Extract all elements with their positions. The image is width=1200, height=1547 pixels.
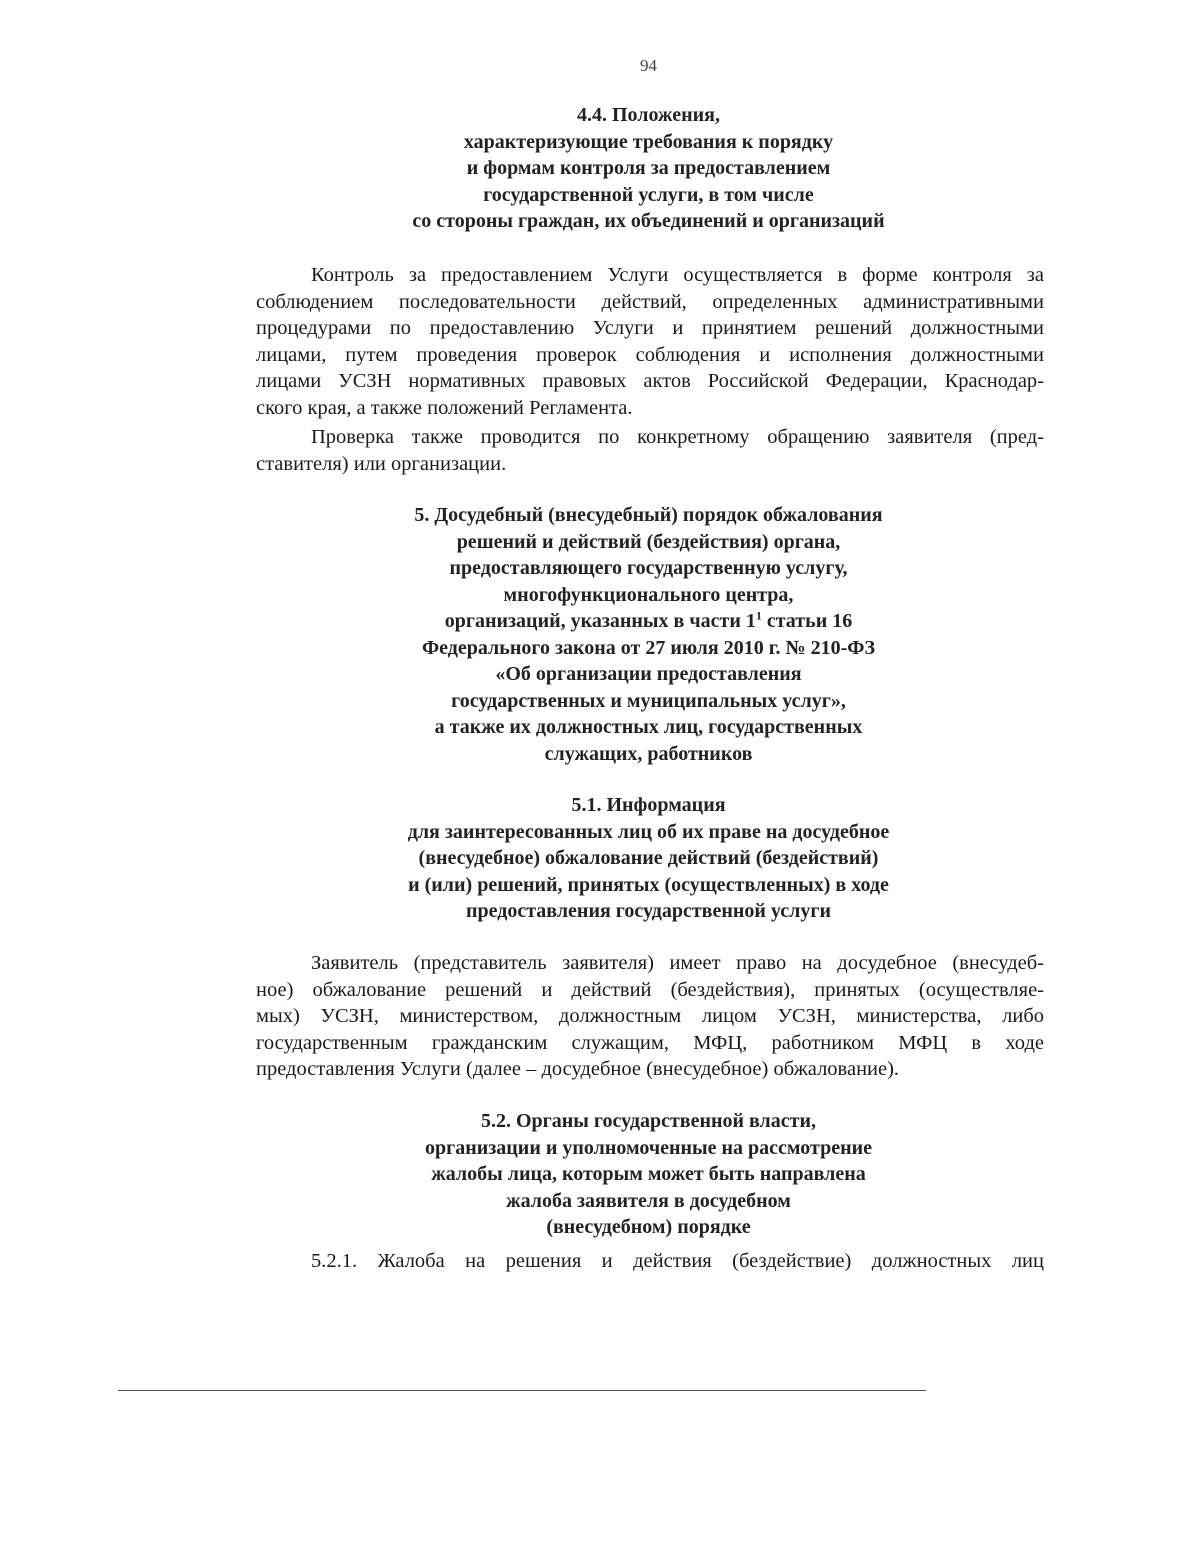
superscript: 1 xyxy=(755,608,762,623)
heading-line: 5. Досудебный (внесудебный) порядок обжалования xyxy=(414,504,883,526)
section-5-2-paragraph xyxy=(256,1248,1044,1275)
section-4-4-paragraph-2 xyxy=(256,424,1044,477)
heading-line: 4.4. Положения, xyxy=(577,104,720,126)
section-5-heading xyxy=(0,502,1200,767)
heading-line: организации и уполномоченные на рассмотрение xyxy=(424,1136,873,1159)
heading-line: многофункционального центра, xyxy=(503,583,794,606)
text-line: предоставления Услуги (далее – досудебное (внесудебное) обжалование). xyxy=(256,1058,900,1080)
heading-line: предоставления государственной услуги xyxy=(465,900,832,922)
heading-line: Федерального закона от 27 июля 2010 г. № 210-ФЗ xyxy=(421,636,876,659)
heading-line: и (или) решений, принятых (осуществленных) в ходе xyxy=(408,873,889,896)
heading-line: со стороны граждан, их объединений и организаций xyxy=(412,210,885,232)
text-line: ное) обжалование решений и действий (бездействия), принятых (осуществляе- xyxy=(256,978,1044,1001)
page-number: 94 xyxy=(640,56,657,75)
text-line: лицами, путем проведения проверок соблюдения и исполнения должностными xyxy=(256,343,1044,366)
heading-line-part: статьи 16 xyxy=(761,610,853,632)
text-line: ского края, а также положений Регламента. xyxy=(256,396,633,419)
heading-line: государственной услуги, в том числе xyxy=(483,183,814,206)
heading-line: «Об организации предоставления xyxy=(495,663,802,685)
section-4-4-heading xyxy=(0,102,1200,235)
heading-line-part: организаций, указанных в части 1 xyxy=(444,610,756,632)
heading-line: 5.2. Органы государственной власти, xyxy=(480,1110,816,1132)
text-line: государственным гражданским служащим, МФЦ, работником МФЦ в ходе xyxy=(256,1031,1044,1054)
text-line: процедурами по предоставлению Услуги и принятием решений должностными xyxy=(256,317,1044,339)
heading-line: жалобы лица, которым может быть направлена xyxy=(431,1163,866,1185)
heading-line xyxy=(0,608,1200,635)
text-line: Проверка также проводится по конкретному обращению заявителя (пред- xyxy=(311,426,1044,448)
heading-line: 5.1. Информация xyxy=(571,794,726,816)
heading-line: служащих, работников xyxy=(544,742,753,765)
heading-line: (внесудебное) обжалование действий (бездействий) xyxy=(418,847,879,869)
text-line: ставителя) или организации. xyxy=(256,452,507,475)
heading-line: и формам контроля за предоставлением xyxy=(466,157,831,179)
heading-line: жалоба заявителя в досудебном xyxy=(506,1189,791,1212)
section-5-2-heading xyxy=(0,1108,1200,1241)
text-line: мых) УСЗН, министерством, должностным лицом УСЗН, министерства, либо xyxy=(256,1005,1044,1027)
heading-line: (внесудебном) порядке xyxy=(546,1216,751,1238)
text-line: Контроль за предоставлением Услуги осуществляется в форме контроля за xyxy=(311,264,1044,286)
text-line: Заявитель (представитель заявителя) имеет право на досудебное (внесудеб- xyxy=(311,952,1044,974)
section-4-4-paragraph-1 xyxy=(256,262,1044,421)
heading-line: предоставляющего государственную услугу, xyxy=(449,557,848,579)
section-5-1-heading xyxy=(0,792,1200,925)
text-line: лицами УСЗН нормативных правовых актов Российской Федерации, Краснодар- xyxy=(256,370,1044,392)
heading-line: для заинтересованных лиц об их праве на досудебное xyxy=(407,820,890,843)
section-5-1-paragraph xyxy=(256,950,1044,1083)
text-line: 5.2.1. Жалоба на решения и действия (бездействие) должностных лиц xyxy=(311,1250,1044,1272)
heading-line: решений и действий (бездействия) органа, xyxy=(456,530,841,553)
heading-line: а также их должностных лиц, государственных xyxy=(434,716,863,738)
text-line: соблюдением последовательности действий, определенных административными xyxy=(256,290,1044,313)
footer-divider xyxy=(118,1390,926,1391)
heading-line: характеризующие требования к порядку xyxy=(463,130,834,153)
heading-line: государственных и муниципальных услуг», xyxy=(451,689,846,712)
